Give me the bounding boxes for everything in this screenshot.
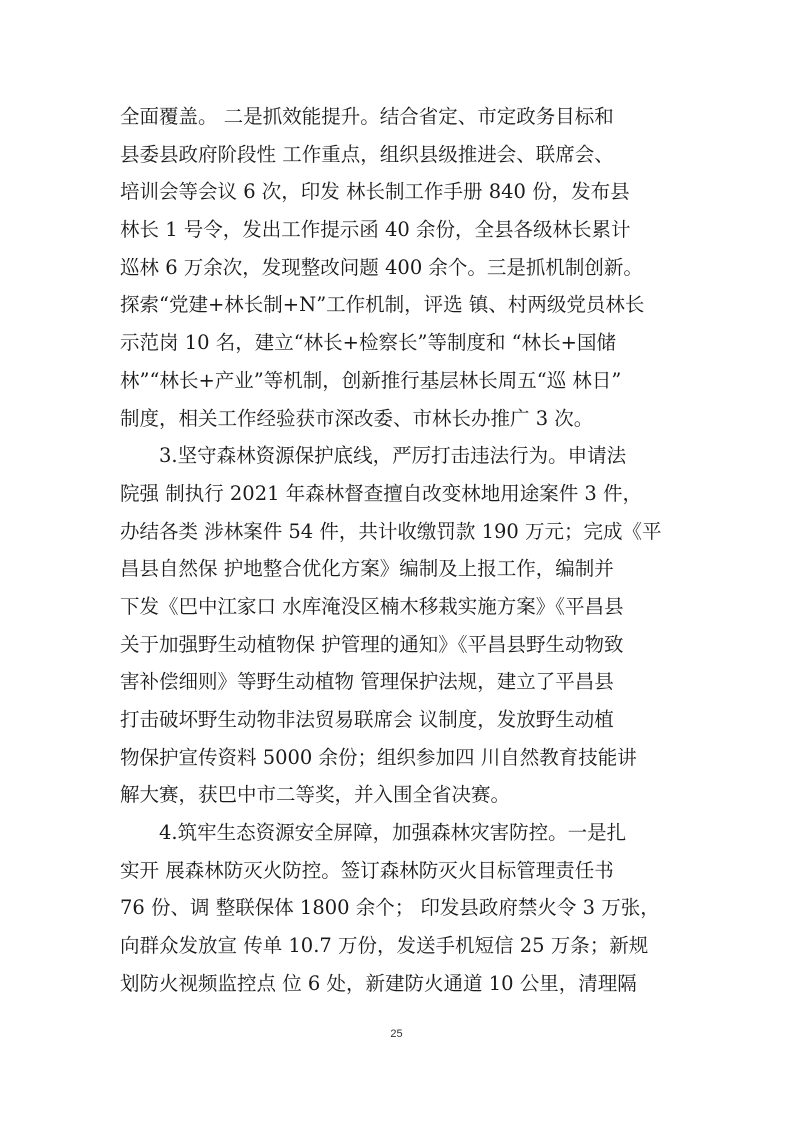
body-text: [120, 98, 680, 1003]
text-line: 培训会等会议 6 次，印发 林长制工作手册 840 份，发布县: [120, 180, 630, 204]
text-line: 实开 展森林防灭火防控。签订森林防灭火目标管理责任书: [120, 858, 614, 882]
paragraph-heading-line: 3.坚守森林资源保护底线，严厉打击违法行为。申请法: [159, 444, 627, 468]
text-line: 县委县政府阶段性 工作重点，组织县级推进会、联席会、: [120, 142, 614, 166]
paragraph-2: [120, 437, 680, 814]
text-line: 下发《巴中江家口 水库淹没区楠木移栽实施方案》《平昌县: [120, 594, 624, 618]
page-number: 25: [390, 1028, 403, 1040]
text-line: 全面覆盖。 二是抓效能提升。结合省定、市定政务目标和: [120, 105, 614, 128]
text-line: 害补偿细则》等野生动植物 管理保护法规，建立了平昌县: [120, 670, 614, 694]
text-line: 划防火视频监控点 位 6 处，新建防火通道 10 公里，清理隔: [120, 971, 637, 995]
text-line: 院强 制执行 2021 年森林督查擅自改变林地用途案件 3 件，: [120, 481, 643, 505]
text-line: 示范岗 10 名，建立“林长+检察长”等制度和 “林长+国储: [120, 331, 616, 355]
text-line: 探索“党建+林长制+N”工作机制，评选 镇、村两级党员林长: [120, 293, 645, 317]
paragraph-1: [120, 98, 680, 437]
text-line: 办结各类 涉林案件 54 件，共计收缴罚款 190 万元；完成《平: [120, 519, 662, 543]
text-line: 物保护宣传资料 5000 余份；组织参加四 川自然教育技能讲: [120, 745, 637, 769]
paragraph-heading-line: 4.筑牢生态资源安全屏障，加强森林灾害防控。一是扎: [159, 821, 627, 845]
text-line: 打击破坏野生动物非法贸易联席会 议制度，发放野生动植: [120, 708, 614, 731]
text-line: 76 份、调 整联保体 1800 余个； 印发县政府禁火令 3 万张，: [120, 896, 660, 920]
paragraph-3: [120, 814, 680, 1002]
text-line: 巡林 6 万余次，发现整改问题 400 余个。三是抓机制创新。: [120, 255, 643, 279]
text-line: 林长 1 号令，发出工作提示函 40 余份，全县各级林长累计: [120, 218, 631, 242]
text-line: 向群众发放宣 传单 10.7 万份，发送手机短信 25 万条；新规: [120, 934, 649, 958]
text-line: 林”“林长+产业”等机制，创新推行基层林长周五“巡 林日”: [120, 368, 622, 392]
text-line: 制度，相关工作经验获市深改委、市林长办推广 3 次。: [120, 406, 594, 430]
text-line: 解大赛，获巴中市二等奖，并入围全省决赛。: [120, 783, 511, 807]
text-line: 昌县自然保 护地整合优化方案》编制及上报工作，编制并: [120, 557, 614, 581]
text-line: 关于加强野生动植物保 护管理的通知》《平昌县野生动物致: [120, 632, 624, 656]
